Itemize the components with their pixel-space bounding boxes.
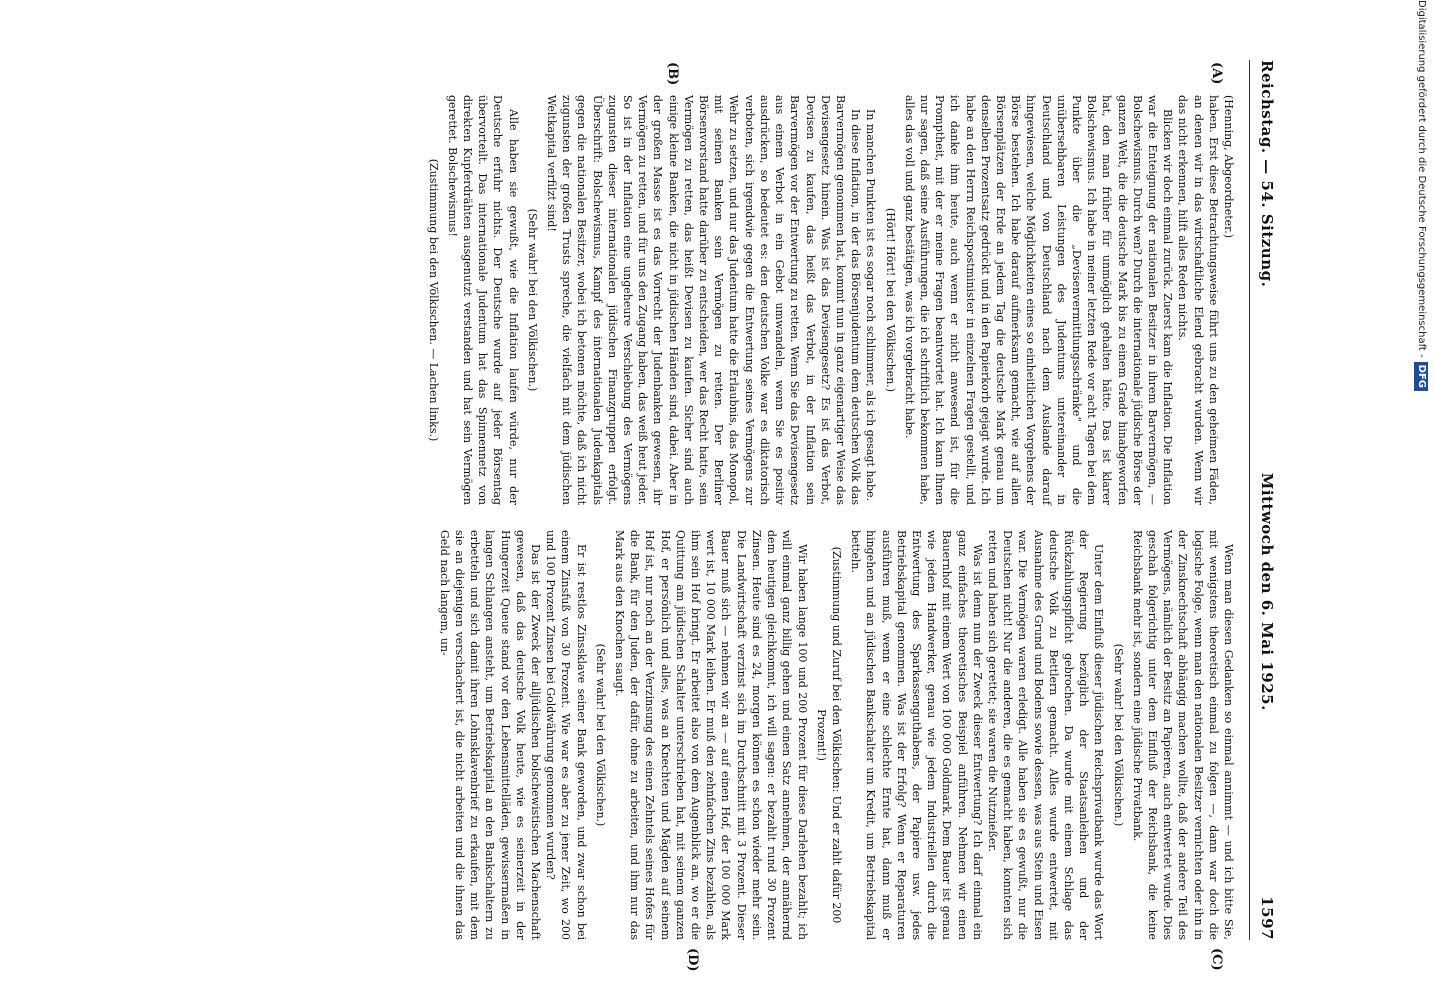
- interjection: (Zustimmung bei den Völkischen. — Lachen links.): [426, 158, 440, 442]
- paragraph: Das ist der Zweck der alljüdischen bolschewistischen Machenschaft gewesen, daß das deutsche Volk heute, wie es seinerzeit in der Hungerzeit Queue stand vor den Lebensmittelläden, gewissermaßen in langen Schlangen ansteht, um Betriebskapital an den Bankschaltern zu erbetteln und sich damit ihren Lohnsklavenbrief zu erkaufen, mit dem sie an diejenigen verschachert ist, die nicht arbeiten und die ihnen das Geld nach langem, un-: [437, 530, 543, 940]
- credit-text: Digitalisierung gefördert durch die Deutsche Forschungsgemeinschaft -: [1416, 0, 1427, 358]
- interjection: (Sehr wahr! bei den Völkischen.): [593, 643, 607, 827]
- paragraph: Unter dem Einfluß dieser jüdischen Reichsprivatbank wurde das Wort der Regierung bezüglich der Staatsanleihen und der Rückzahlungspflicht gebrochen. Da wurde mit einem Schlage das deutsche Volk zu Bettlern gemacht. Alles wurde entwertet, mit Ausnahme des Grund und Bodens sowie dessen, was aus Stein und Eisen war. Die Vermögen waren erledigt. Alle haben sie es gewußt, nur die Deutschen nicht! Nur die anderen, die es gemacht haben, konnten sich retten und haben sich gerettet; sie waren die Nutznießer.: [985, 530, 1106, 940]
- header-center: Mittwoch den 6. Mai 1925.: [1258, 472, 1276, 711]
- paragraph: Blicken wir doch einmal zurück. Zuerst kam die Inflation. Die Inflation war die Enteignung der nationalen Besitzer in ihrem Barvermögen, — Bolschewismus. Durch wen? Durch die internationale jüdische Börse der ganzen Welt, die die deutsche Mark bis zu einem Grade hinabgeworfen hat, den man früher für unmöglich gehalten hätte. Das ist klarer Bolschewismus. Ich habe in meiner letzten Rede vor acht Tagen bei dem Punkte über die „Devisenvermittlungsschränke“ und die unübersehbaren Leistungen des Judentums untereinander in Deutschland und von Deutschland nach dem Auslande darauf hingewiesen, welche Möglichkeiten eines so einheitlichen Vorgehens der Börse bestehen. Ich habe darauf aufmerksam gemacht, wie auf allen Börsenplätzen der Erde an jedem Tag die deutsche Mark genau um denselben Prozentsatz gedrückt und in den Papierkorb gejagt wurde. Ich habe an den Herrn Reichspostminister in einzelnen Fragen gestellt, und ich danke ihm heute, auch wenn er nicht anwesend ist, für die Promptheit, mit der er meine Fragen beantwortet hat. Ich kann Ihnen nur sagen, daß seine Ausführungen, die ich schriftlich bekommen habe, alles das voll und ganz bestätigen, was ich vorgebracht habe.: [902, 95, 1175, 505]
- interjection: (Hört! Hört! bei den Völkischen.): [883, 207, 897, 393]
- paragraph: Was ist denn nun der Zweck dieser Entwertung? Ich darf einmal ein ganz einfaches theoretisches Beispiel anführen. Nehmen wir einen Bauernhof mit einem Wert von 100 000 Goldmark. Dem Bauer ist genau wie jedem Handwerker, genau wie jedem Industriellen durch die Entwertung des Sparkassenguthabens, der Papiere usw. jedes Betriebskapital genommen. Was ist der Erfolg? Wenn er Reparaturen ausführen muß, wenn er eine schlechte Ernte hat, dann muß er hingehen und an jüdischen Bankschalter um Kredit, um Betriebskapital betteln.: [849, 530, 984, 940]
- paragraph: In diese Inflation, in der das Börsenjudentum dem deutschen Volk das Barvermögen genommen hat, kommt nun in ganz eigenartiger Weise das Devisengesetz hinein. Was ist das Devisengesetz? Es ist das Verbot, Devisen zu kaufen, das heißt das Verbot, in der Inflation sein Barvermögen vor der Entwertung zu retten. Wenn Sie das Devisengesetz aus einem Verbot in ein Gebot umwandeln, wenn Sie es positiv ausdrücken, so bedeutet es: den deutschen Volke war es diktatorisch verboten, sich irgendwie gegen die Entwertung seines Vermögens zur Wehr zu setzen, und nur das Judentum hatte die Erlaubnis, das Monopol, mit seinen Banken sein Vermögen zu retten. Der Berliner Börsenvorstand hatte darüber zu entscheiden, wer das Recht hatte, sein Vermögen zu retten, das heißt Devisen zu kaufen. Sicher sind auch einige kleine Banken, die nicht in jüdischen Händen sind, dabei. Aber in der großen Masse ist es das Vorrecht der Judenbanken gewesen, ihr Vermögen zu retten, und für uns den Zugang haben, das weiß heut jeder. So ist in der Inflation eine ungeheure Verschiebung des Vermögens zugunsten dieser internationalen jüdischen Finanzgruppen erfolgt. Überschrift: Bolschewismus, Kampf des internationalen Judenkapitals gegen die nationalen Besitzer, wobei ich betonen möchte, daß ich nicht zugunsten der großen Trusts spreche, die vielfach mit dem jüdischen Weltkapital verfilzt sind!: [545, 95, 863, 505]
- header-rule: [1249, 60, 1250, 940]
- left-column: [421, 95, 1236, 505]
- paragraph: haben. Erst diese Betrachtungsweise führt uns zu den geheimen Fäden, an denen wir in das wirtschaftliche Elend gebracht wurden. Wenn wir das nicht erkennen, hilft alles Reden nichts.: [1176, 95, 1220, 505]
- interjection: (Zustimmung und Zuruf bei den Völkischen: Und er zahlt dafür 200 Prozent!): [814, 546, 843, 924]
- dfg-logo: DFG: [1414, 362, 1428, 391]
- marker-b: (B): [665, 62, 680, 86]
- digitization-credit: [1410, 0, 1432, 1000]
- paragraph: In manchen Punkten ist es sogar noch schlimmer, als ich gesagt habe.: [864, 109, 878, 502]
- marker-c: (C): [1209, 948, 1224, 971]
- marker-d: (D): [685, 948, 700, 972]
- running-header: [1254, 60, 1280, 940]
- paragraph: Alle haben sie gewußt, wie die Inflation laufen würde, nur der Deutsche erfuhr nichts. Der Deutsche wurde auf jeder Börsentag übervorteilt. Das internationale Judentum hat das Spinnennetz von direkten Kupferdrähten ausgenutzt verstanden und hat sein Vermögen gerettet. Bolschewismus!: [445, 95, 520, 505]
- header-left: Reichstag. — 54. Sitzung.: [1258, 60, 1276, 288]
- page-number: 1597: [1258, 896, 1276, 940]
- paragraph: Wir haben lange 100 und 200 Prozent für diese Darlehen bezahlt; ich will einmal ganz billig gehen und einen Satz annehmen, der annähernd dem heutigen gleichkommt, ich will sagen: er bezahlt rund 30 Prozent Zinsen. Heute sind es 24, morgen können es schon wieder mehr sein. Die Landwirtschaft verzinst sich im Durchschnitt mit 3 Prozent. Dieser Bauer muß sich — nehmen wir an — auf einen Hof, der 100 000 Mark wert ist, 10 000 Mark leihen. Er muß den zehnfachen Zins bezahlen, als ihm sein Hof bringt. Er arbeitet also von dem Augenblick an, wo er die Quittung am jüdischen Schalter unterschrieben hat, mit seinem ganzen Hof, er persönlich und alles, was an Knechten und Mägden auf seinem Hof ist, nur noch an der Verzinsung des einen Zehntels seines Hofes für die Bank, für den Juden, der dafür, ohne zu arbeiten, und ihm nur das Mark aus den Knochen saugt.: [613, 530, 809, 940]
- paragraph: Er ist restlos Zinssklave seiner Bank geworden, und zwar schon bei einem Zinsfuß von 30 Prozent. Wie war es aber zu jener Zeit, wo 200 und 100 Prozent Zinsen bei Goldwährung genommen wurden?: [544, 530, 588, 940]
- paragraph: (Henning, Abgeordneter.): [1222, 95, 1235, 239]
- interjection: (Sehr wahr! bei den Völkischen.): [1111, 643, 1125, 827]
- right-column: [437, 530, 1236, 940]
- marker-a: (A): [1209, 62, 1224, 85]
- interjection: (Sehr wahr! bei den Völkischen.): [525, 208, 539, 392]
- paragraph: Wenn man diesen Gedanken so einmal annimmt — und ich bitte Sie, mit wenigstens theoretisch einmal zu folgen —, dann war doch die logische Folge, wenn man den nationalen Besitzer vernichten oder ihn in der Zinsknechtschaft abhängig machen wollte, daß der andere Teil des Vermögens, nämlich der Besitz an Papieren, auch entwertet wurde. Dies geschah folgerichtig unter dem Einfluß der Reichsbank, die keine Reichsbank mehr ist, sondern eine jüdische Privatbank.: [1130, 530, 1235, 940]
